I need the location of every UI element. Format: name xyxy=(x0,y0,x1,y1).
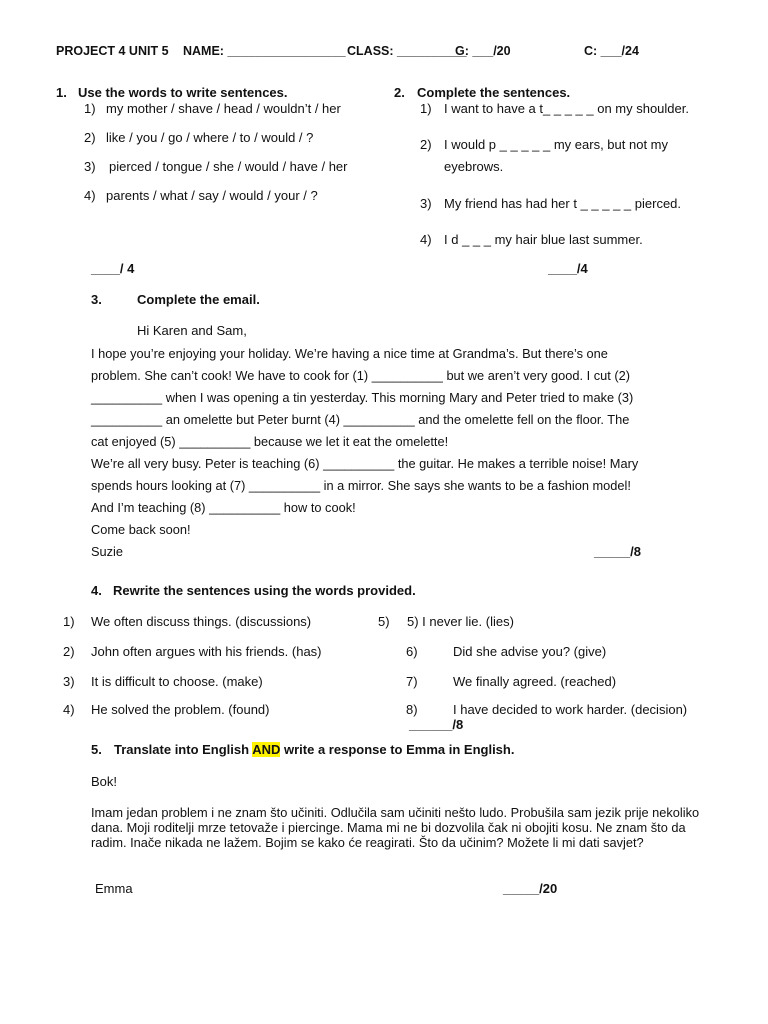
message-signature: Emma xyxy=(95,881,133,896)
croatian-message: Imam jedan problem i ne znam što učiniti. Odlučila sam učiniti nešto ludo. Probušila sam jezik prije nekoliko dana. Moji roditelji mrze tetovaže i piercinge. Mama mi ne bi dozvolila čak ni obojiti kosu. Ne znam što da radim. Inače nikada ne lažem. Bojim se kako će reagirati. Što da učinim? Možete li mi dati savjet? xyxy=(91,805,700,850)
grammar-score-field: G: ___/20 xyxy=(455,44,511,58)
class-field: CLASS: __________ xyxy=(347,44,467,58)
name-field: NAME: _________________ xyxy=(183,44,346,58)
task-4-item-number: 5) xyxy=(378,614,390,629)
email-line: cat enjoyed (5) __________ because we let it eat the omelette! xyxy=(91,434,449,449)
task-2-item-number: 3) xyxy=(420,196,432,211)
message-greeting: Bok! xyxy=(91,774,118,789)
task-2-score: ____/4 xyxy=(548,261,588,276)
task-4-item: It is difficult to choose. (make) xyxy=(91,674,263,689)
email-line: __________ an omelette but Peter burnt (4) __________ and the omelette fell on the floor. The xyxy=(91,412,630,427)
task-4-item: We finally agreed. (reached) xyxy=(453,674,617,689)
task-1-item-number: 3) xyxy=(84,159,96,174)
task-5-score: _____/20 xyxy=(503,881,558,896)
task-2-title: Complete the sentences. xyxy=(417,85,571,100)
email-body xyxy=(91,343,681,563)
comprehension-score-field: C: ___/24 xyxy=(584,44,639,58)
task-3-title: Complete the email. xyxy=(137,292,260,307)
task-1-item-number: 1) xyxy=(84,101,96,116)
email-line: I hope you’re enjoying your holiday. We’re having a nice time at Grandma’s. But there’s one xyxy=(91,346,608,361)
task-2-item-continuation: eyebrows. xyxy=(444,159,504,174)
task-4-item-number: 6) xyxy=(406,644,418,659)
email-signature: Suzie xyxy=(91,544,124,559)
email-line: Come back soon! xyxy=(91,522,191,537)
and-highlight: AND xyxy=(252,742,281,757)
project-title: PROJECT 4 UNIT 5 xyxy=(56,44,169,58)
email-line: And I’m teaching (8) __________ how to cook! xyxy=(91,500,356,515)
task-2-item: I would p _ _ _ _ _ my ears, but not my xyxy=(444,137,669,152)
task-3-number: 3. xyxy=(91,292,102,307)
task-2-number: 2. xyxy=(394,85,405,100)
task-1-item: pierced / tongue / she / would / have / her xyxy=(109,159,348,174)
task-4-item: He solved the problem. (found) xyxy=(91,702,270,717)
task-5-number: 5. xyxy=(91,742,102,757)
task-4-item-number: 7) xyxy=(406,674,418,689)
task-3-score: _____/8 xyxy=(594,544,641,559)
task-2-item: I want to have a t_ _ _ _ _ on my shoulder. xyxy=(444,101,689,116)
task-5-title xyxy=(114,742,514,757)
task-1-item: parents / what / say / would / your / ? xyxy=(106,188,318,203)
task-4-item-number: 2) xyxy=(63,644,75,659)
task-4-item: 5) I never lie. (lies) xyxy=(407,614,514,629)
task-2-item-number: 4) xyxy=(420,232,432,247)
email-line: __________ when I was opening a tin yesterday. This morning Mary and Peter tried to make (3) xyxy=(91,390,634,405)
task-4-item: John often argues with his friends. (has) xyxy=(91,644,322,659)
task-1-item-number: 2) xyxy=(84,130,96,145)
task-4-item: I have decided to work harder. (decision) xyxy=(453,702,688,717)
task-4-number: 4. xyxy=(91,583,102,598)
task-4-item-number: 1) xyxy=(63,614,75,629)
email-greeting: Hi Karen and Sam, xyxy=(137,323,247,338)
task-1-item-number: 4) xyxy=(84,188,96,203)
task-2-item: My friend has had her t _ _ _ _ _ pierced. xyxy=(444,196,682,211)
task-4-score: ______/8 xyxy=(409,717,464,732)
email-line: We’re all very busy. Peter is teaching (6) __________ the guitar. He makes a terrible noise! Mary xyxy=(91,456,639,471)
task-4-item-number: 8) xyxy=(406,702,418,717)
task-1-item: like / you / go / where / to / would / ? xyxy=(106,130,314,145)
task-1-title: Use the words to write sentences. xyxy=(78,85,288,100)
task-2-item-number: 1) xyxy=(420,101,432,116)
task-2-item: I d _ _ _ my hair blue last summer. xyxy=(444,232,643,247)
task-5-title-part: Translate into English xyxy=(114,742,250,757)
task-1-item: my mother / shave / head / wouldn’t / her xyxy=(106,101,341,116)
task-4-item-number: 4) xyxy=(63,702,75,717)
email-line: spends hours looking at (7) __________ in a mirror. She says she wants to be a fashion model! xyxy=(91,478,631,493)
task-5-title-part: write a response to Emma in English. xyxy=(284,742,515,757)
email-line: problem. She can’t cook! We have to cook for (1) __________ but we aren’t very good. I cut (2) xyxy=(91,368,630,383)
task-4-item-number: 3) xyxy=(63,674,75,689)
task-1-score: ____/ 4 xyxy=(91,261,135,276)
task-4-title: Rewrite the sentences using the words provided. xyxy=(113,583,416,598)
task-2-item-number: 2) xyxy=(420,137,432,152)
task-1-number: 1. xyxy=(56,85,67,100)
task-4-item: We often discuss things. (discussions) xyxy=(91,614,312,629)
task-4-item: Did she advise you? (give) xyxy=(453,644,607,659)
